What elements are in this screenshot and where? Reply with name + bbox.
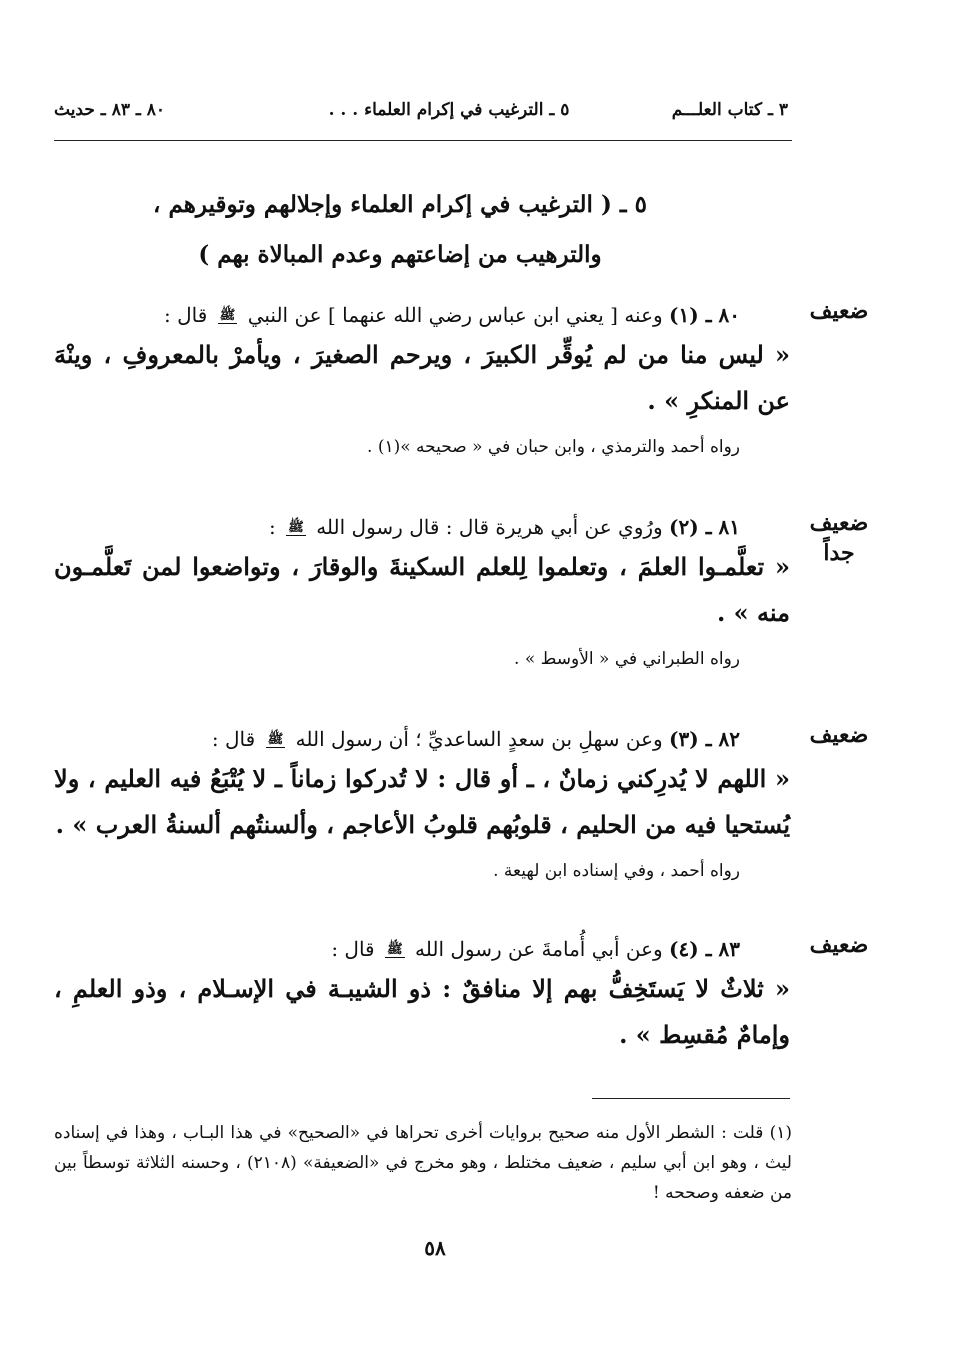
hadith-source: رواه أحمد ، وفي إسناده ابن لهيعة .: [493, 861, 740, 881]
hadith-number: ٨١ ـ (٢): [669, 515, 740, 539]
hadith-number: ٨٣ ـ (٤): [669, 937, 740, 961]
chapter-title-line-2: والترهيب من إضاعتهم وعدم المبالاة بهم ): [198, 241, 602, 268]
grade-label: ضعيف: [809, 722, 869, 748]
hadith-intro-end: قال :: [331, 937, 375, 961]
hadith-matn: « ثلاثٌ لا يَستَخِفُّ بهم إلا منافقٌ : ذو الشيبـة في الإسـلام ، وذو العلمِ ، وإمامٌ مُقسِط » .: [54, 974, 790, 1049]
hadith-matn: « اللهم لا يُدرِكني زمانٌ ، ـ أو قال : لا تُدركوا زماناً ـ لا يُتْبَعُ فيه العليم ، ولا يُستحيا فيه من الحليم ، قلوبُهم قلوبُ الأعاجم ، وألسنتُهم ألسنةُ العرب » .: [54, 764, 790, 839]
hadith-intro-text: وعن أبي أُمامةَ عن رسول الله: [415, 937, 663, 961]
running-header-range: ٨٠ ـ ٨٣ ـ حديث: [54, 100, 166, 120]
page-number: ٥٨: [424, 1236, 446, 1260]
hadith-intro-text: ورُوي عن أبي هريرة قال : قال رسول الله: [316, 515, 663, 539]
grade-label: ضعيف: [809, 298, 869, 324]
hadith-intro-end: قال :: [163, 303, 208, 327]
hadith-block: [54, 298, 790, 462]
hadith-intro-end: قال :: [211, 727, 256, 751]
salutation-glyph: ﷺ: [219, 308, 236, 323]
running-header: [54, 100, 788, 130]
hadith-source: رواه الطبراني في « الأوسط » .: [514, 649, 740, 669]
running-header-book: ٣ ـ كتاب العلـــم: [671, 100, 788, 120]
running-header-chapter: ٥ ـ الترغيب في إكرام العلماء . . .: [328, 100, 570, 120]
hadith-number: ٨٢ ـ (٣): [669, 727, 740, 751]
hadith-source: رواه أحمد والترمذي ، وابن حبان في « صحيحه »(١) .: [367, 437, 740, 457]
hadith-intro: [54, 932, 790, 966]
hadith-block: [54, 932, 790, 1058]
hadith-matn: « تعلَّمـوا العلمَ ، وتعلموا لِلعلم السكينةَ والوقارَ ، وتواضعوا لمن تَعلَّمـون منه » .: [54, 552, 790, 627]
hadith-number: ٨٠ ـ (١): [669, 303, 740, 327]
hadith-intro: [54, 510, 790, 544]
footnote: (١) قلت : الشطر الأول منه صحيح بروايات أخرى تحراها في «الصحيح» في هذا البـاب ، وهذا في إسناده ليث ، وهو ابن أبي سليم ، ضعيف مختلط ، وهو مخرج في «الضعيفة» (٢١٠٨) ، وحسنه الثلاثة توسطاً بين من ضعفه وصححه !: [54, 1123, 792, 1203]
hadith-grade: [794, 508, 884, 568]
footnote-divider: [592, 1098, 790, 1099]
chapter-title: [100, 180, 700, 280]
hadith-intro: [54, 298, 790, 332]
header-divider: [54, 140, 792, 141]
salutation-glyph: ﷺ: [386, 942, 403, 957]
hadith-grade: [794, 930, 884, 960]
hadith-intro-text: وعنه [ يعني ابن عباس رضي الله عنهما ] عن النبي: [247, 303, 663, 327]
grade-label: ضعيف: [809, 932, 869, 958]
hadith-grade: [794, 296, 884, 326]
hadith-intro-text: وعن سهلِ بن سعدٍ الساعديِّ ؛ أن رسول الله: [295, 727, 663, 751]
chapter-title-line-1: ٥ ـ ( الترغيب في إكرام العلماء وإجلالهم وتوقيرهم ،: [153, 191, 647, 218]
hadith-intro: [54, 722, 790, 756]
salutation-glyph: ﷺ: [267, 732, 284, 747]
hadith-grade: [794, 720, 884, 750]
salutation-glyph: ﷺ: [288, 520, 304, 535]
grade-label: ضعيف: [809, 510, 869, 536]
hadith-intro-end: :: [269, 515, 276, 539]
grade-qualifier: جداً: [823, 540, 855, 566]
hadith-matn: « ليس منا من لم يُوقِّر الكبيرَ ، ويرحم الصغيرَ ، ويأمرْ بالمعروفِ ، وينْهَ عن المنكرِ » .: [54, 340, 790, 415]
hadith-block: [54, 510, 790, 674]
hadith-block: [54, 722, 790, 886]
